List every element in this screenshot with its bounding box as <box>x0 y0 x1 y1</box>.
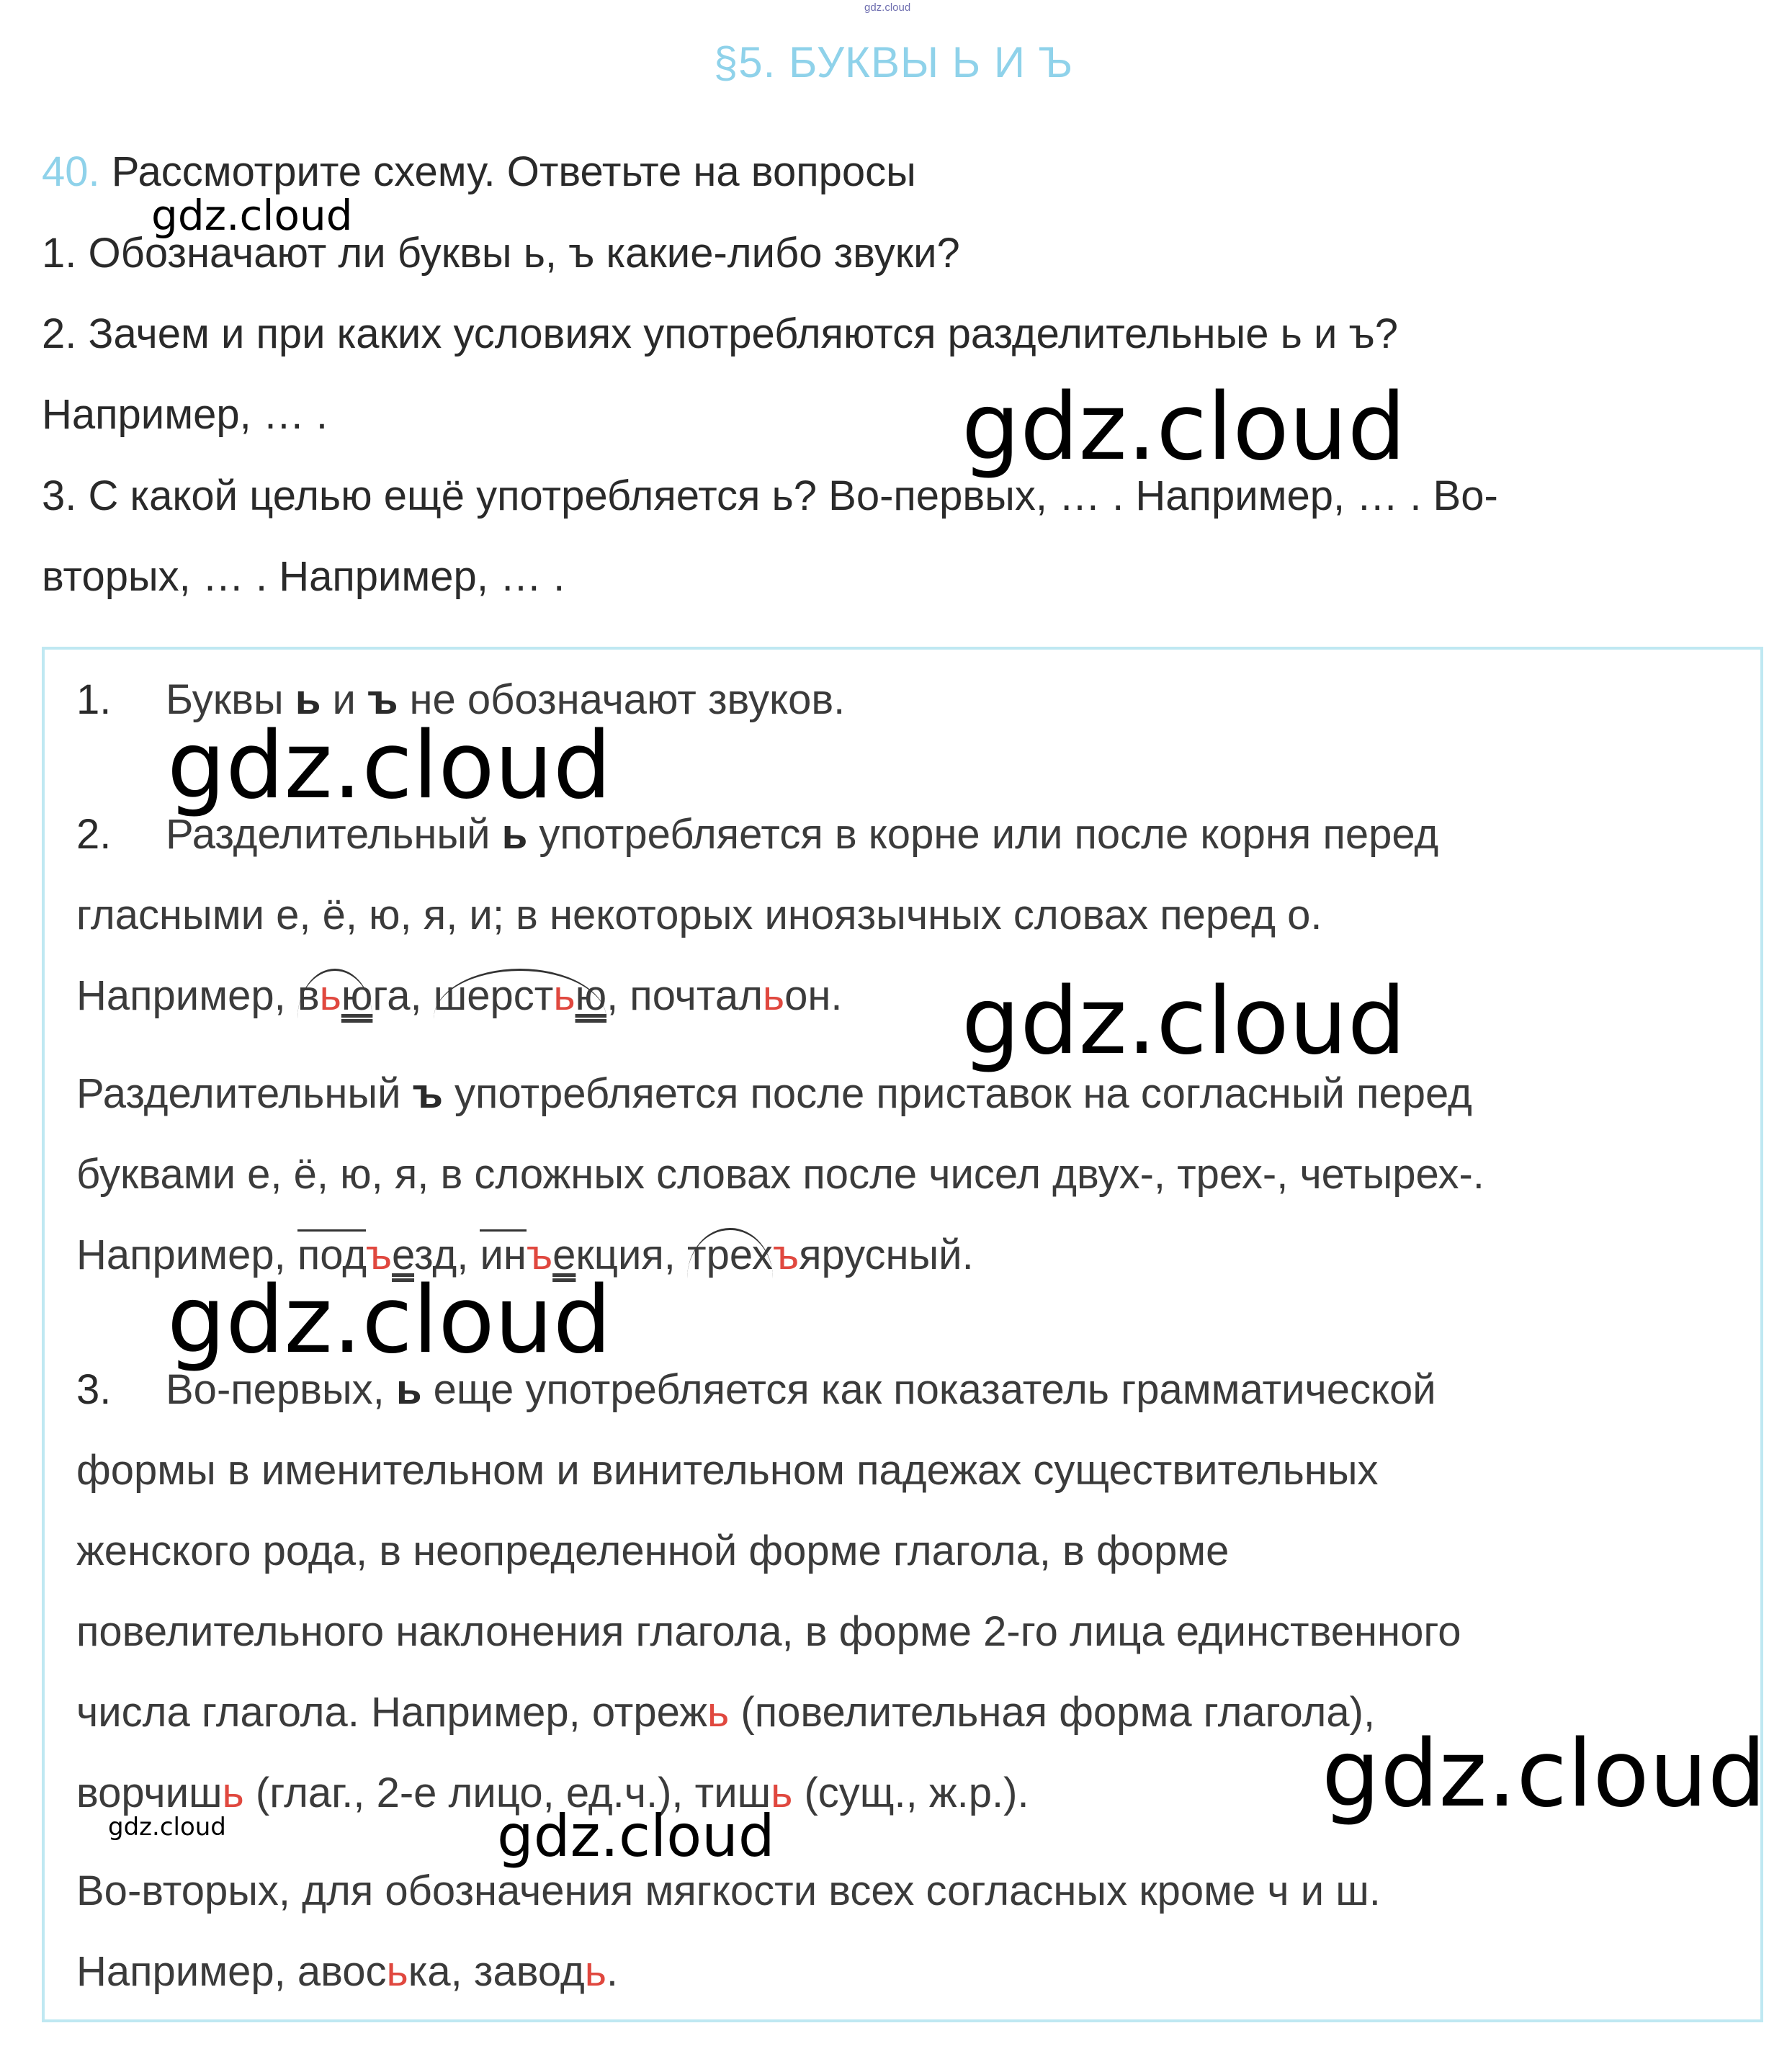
watermark: gdz.cloud <box>151 191 353 240</box>
question-1: 1. Обозначают ли буквы ь, ъ какие-либо звуки? <box>42 230 960 277</box>
question-2-example: Например, … . <box>42 391 328 438</box>
separator: , <box>663 1232 688 1278</box>
answer-text: Буквы <box>166 676 295 723</box>
example-label: Например, <box>76 1232 297 1278</box>
answer-text: еще употребляется как показатель грамматической <box>421 1366 1436 1413</box>
answer-letter: ъ <box>412 1070 443 1117</box>
answer-text: Во-первых, <box>166 1366 396 1413</box>
task-prompt-text: Рассмотрите схему. Ответьте на вопросы <box>111 148 916 195</box>
answer-letter: ь <box>295 676 321 723</box>
answer-number: 1. <box>76 676 112 723</box>
answer-3-line-3: женского рода, в неопределенной форме глагола, в форме <box>76 1528 1230 1574</box>
answer-text: Разделительный <box>166 811 502 858</box>
separator: , <box>606 972 630 1019</box>
answer-2-examples <box>76 972 843 1020</box>
answer-number: 3. <box>76 1366 112 1413</box>
watermark: gdz.cloud <box>1322 1721 1766 1828</box>
answer-text: и <box>321 676 368 723</box>
watermark: gdz.cloud <box>497 1803 775 1870</box>
example-word-trekhyarusny: трехъярусный. <box>687 1228 974 1278</box>
answer-3-line-2: формы в именительном и винительном падежах существительных <box>76 1447 1379 1494</box>
example-label: Например, <box>76 972 297 1019</box>
watermark: gdz.cloud <box>167 1267 612 1374</box>
answer-letter: ъ <box>367 676 398 723</box>
answer-2-line-2: гласными е, ё, ю, я, и; в некоторых иноязычных словах перед о. <box>76 892 1322 938</box>
separator: , <box>457 1232 480 1278</box>
task-number: 40. <box>42 148 100 195</box>
answer-3-second-line-1: Во-вторых, для обозначения мягкости всех согласных кроме ч и ш. <box>76 1867 1381 1914</box>
watermark: gdz.cloud <box>167 712 612 820</box>
question-3-line-2: вторых, … . Например, … . <box>42 553 565 600</box>
example-word-end: га <box>372 972 411 1019</box>
watermark: gdz.cloud <box>962 968 1406 1075</box>
answer-3-line-4: повелительного наклонения глагола, в форме 2-го лица единственного <box>76 1608 1461 1655</box>
watermark: gdz.cloud <box>962 374 1406 481</box>
answer-number: 2. <box>76 811 112 858</box>
task-prompt <box>42 148 916 196</box>
answer-2-hard-line-2: буквами е, ё, ю, я, в сложных словах после чисел двух-, трех-, четырех-. <box>76 1151 1484 1198</box>
answer-3-second-examples: Например, авоська, заводь. <box>76 1948 619 1995</box>
answer-3-line-5: числа глагола. Например, отрежь (повелительная форма глагола), <box>76 1689 1376 1736</box>
example-word-pochtalon: почтальон. <box>630 972 843 1019</box>
answer-text: употребляется в корне или после корня перед <box>527 811 1439 858</box>
example-word-inyekciya: инъекция <box>480 1229 663 1278</box>
tiny-watermark: gdz.cloud <box>864 1 911 14</box>
example-word-vyuga: вью <box>297 969 373 1019</box>
example-word-sherstyu: шерстью <box>434 969 606 1019</box>
question-3-line-1: 3. С какой целью ещё употребляется ь? Во-первых, … . Например, … . Во- <box>42 472 1498 519</box>
separator: , <box>410 972 434 1019</box>
answer-letter: ь <box>395 1366 422 1413</box>
watermark: gdz.cloud <box>108 1813 226 1842</box>
section-title: §5. БУКВЫ Ь И Ъ <box>713 38 1074 86</box>
answer-text: Разделительный <box>76 1070 413 1117</box>
answer-text: употребляется после приставок на согласный перед <box>442 1070 1472 1117</box>
question-2: 2. Зачем и при каких условиях употребляются разделительные ь и ъ? <box>42 310 1398 357</box>
example-word-podyezd: подъезд <box>297 1229 457 1278</box>
answer-letter: ь <box>501 811 528 858</box>
answer-2-hard-line-1 <box>76 1069 1472 1118</box>
answer-text: не обозначают звуков. <box>398 676 846 723</box>
answer-3-line-6: ворчишь (глаг., 2-е лицо, ед.ч.), тишь (сущ., ж.р.). <box>76 1770 1029 1816</box>
